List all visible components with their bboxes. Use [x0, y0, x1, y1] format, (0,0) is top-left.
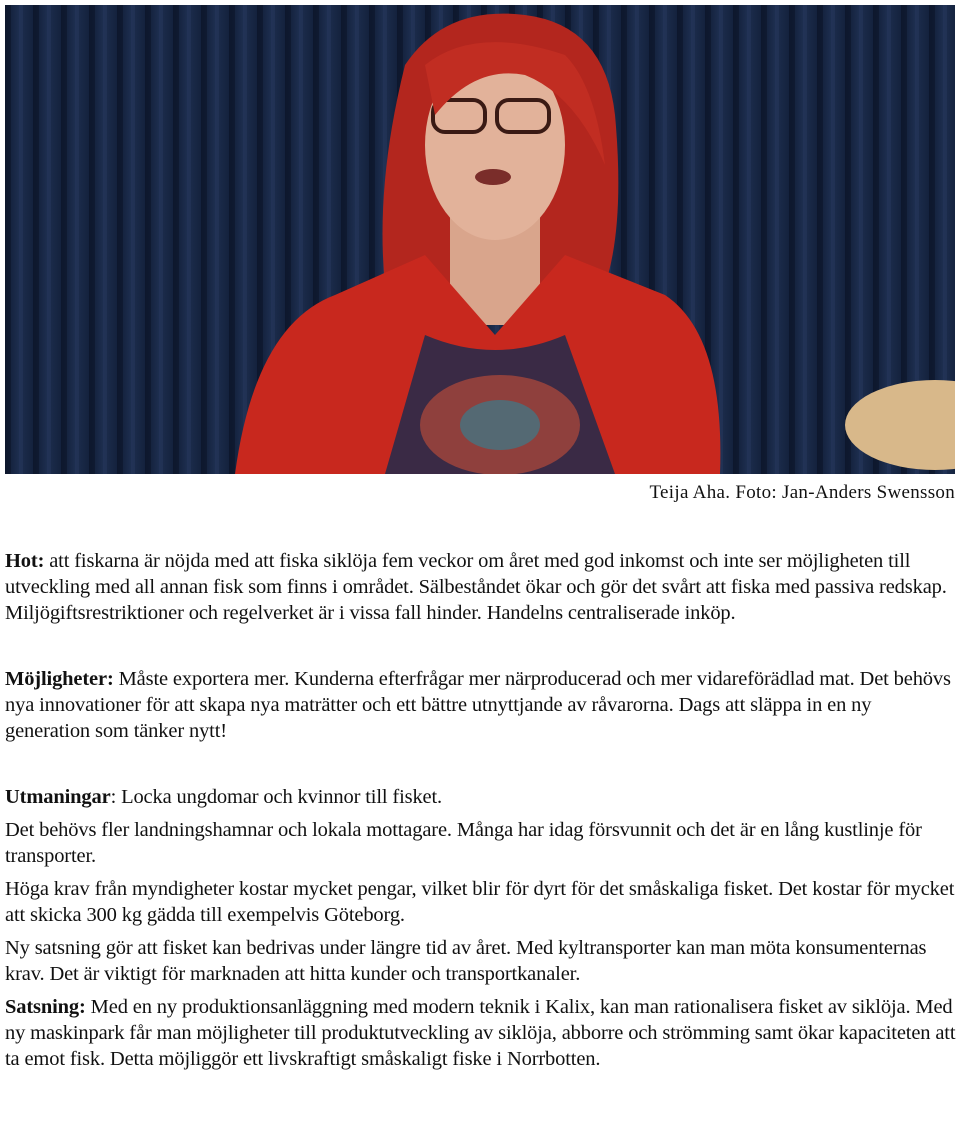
- photo-caption: Teija Aha. Foto: Jan-Anders Swensson: [649, 482, 955, 503]
- paragraph-text: : Locka ungdomar och kvinnor till fisket.: [110, 786, 443, 808]
- paragraph-text: Måste exportera mer. Kunderna efterfrågar mer närproducerad och mer vidareförädlad mat. Det behövs nya innovationer för att skapa nya maträtter och ett bättre utnyttjande av råvarorna. Dags att släppa in en ny generation som tänker nytt!: [5, 668, 951, 742]
- paragraph-satsning: [5, 994, 957, 1072]
- label-utmaningar: Utmaningar: [5, 786, 111, 808]
- paragraph-text: att fiskarna är nöjda med att fiska siklöja fem veckor om året med god inkomst och inte ser möjligheten till utveckling med all annan fisk som finns i området. Sälbeståndet ökar och gör det svårt att fiska med passiva redskap. Miljögiftsrestriktioner och regelverket är i vissa fall hinder. Handelns centraliserade inköp.: [5, 550, 947, 624]
- speaker-photo-illustration: [5, 5, 955, 474]
- label-mojligheter: Möjligheter:: [5, 668, 114, 690]
- speaker-photo: [5, 5, 955, 474]
- paragraph-hoga-krav: Höga krav från myndigheter kostar mycket pengar, vilket blir för dyrt för det småskaliga fisket. Det kostar för mycket att skicka 300 kg gädda till exempelvis Göteborg.: [5, 878, 955, 926]
- paragraph-landningshamnar: Det behövs fler landningshamnar och lokala mottagare. Många har idag försvunnit och det är en lång kustlinje för transporter.: [5, 819, 922, 867]
- paragraph-ny-satsning: Ny satsning gör att fisket kan bedrivas under längre tid av året. Med kyltransporter kan man möta konsumenternas krav. Det är viktigt för marknaden att hitta kunder och transportkanaler.: [5, 937, 927, 985]
- paragraph-text: Med en ny produktionsanläggning med modern teknik i Kalix, kan man rationalisera fisket av siklöja. Med ny maskinpark får man möjligheter till produktutveckling av siklöja, abborre och strömming samt ökar kapaciteten att ta emot fisk. Detta möjliggör ett livskraftigt småskaligt fiske i Norrbotten.: [5, 996, 956, 1070]
- article-body: [5, 548, 957, 1079]
- label-hot: Hot:: [5, 550, 45, 572]
- label-satsning: Satsning:: [5, 996, 86, 1018]
- paragraph-utmaningar: [5, 784, 957, 810]
- paragraph-mojligheter: [5, 666, 957, 744]
- paragraph-hot: [5, 548, 957, 626]
